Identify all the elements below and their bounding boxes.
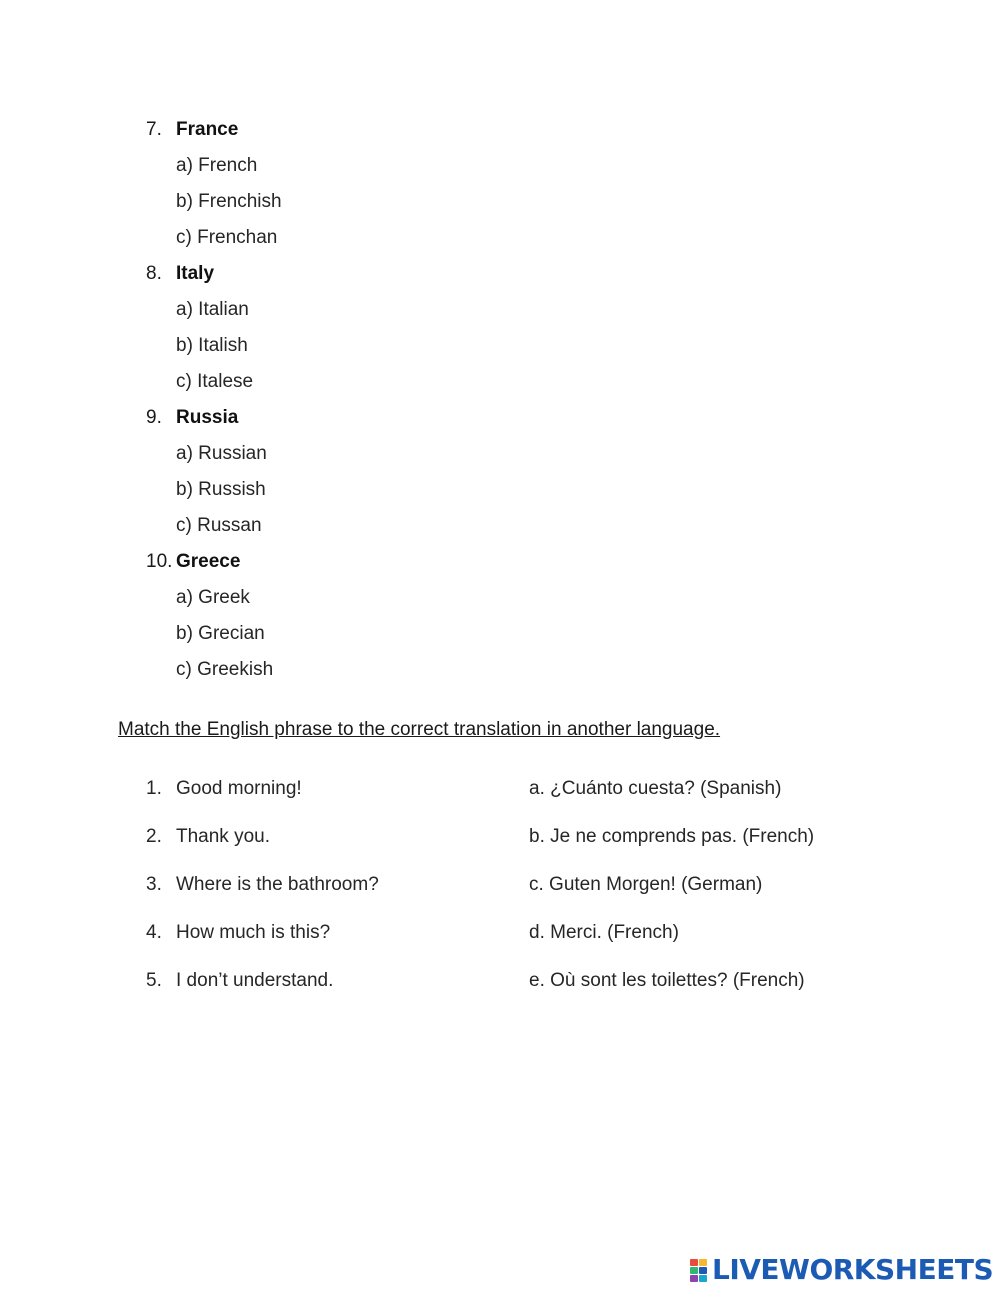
option-8b[interactable]: b) Italish (176, 335, 248, 356)
option-7b[interactable]: b) Frenchish (176, 191, 282, 212)
logo-blocks-icon (690, 1259, 708, 1283)
phrase-number: 4. (146, 922, 162, 943)
phrase-number: 3. (146, 874, 162, 895)
option-7a[interactable]: a) French (176, 155, 258, 176)
translation-a[interactable]: a. ¿Cuánto cuesta? (Spanish) (529, 778, 782, 799)
option-10b[interactable]: b) Grecian (176, 623, 265, 644)
question-country: France (176, 119, 239, 140)
option-9a[interactable]: a) Russian (176, 443, 267, 464)
question-country: Italy (176, 263, 215, 284)
question-number: 7. (146, 119, 162, 140)
option-10c[interactable]: c) Greekish (176, 659, 274, 680)
question-number: 8. (146, 263, 162, 284)
phrase-number: 1. (146, 778, 162, 799)
question-country: Greece (176, 551, 241, 572)
phrase-4[interactable]: How much is this? (176, 922, 331, 943)
option-10a[interactable]: a) Greek (176, 587, 250, 608)
option-7c[interactable]: c) Frenchan (176, 227, 278, 248)
question-number: 10. (146, 551, 173, 572)
translation-b[interactable]: b. Je ne comprends pas. (French) (529, 826, 815, 847)
phrase-number: 2. (146, 826, 162, 847)
phrase-number: 5. (146, 970, 162, 991)
phrase-3[interactable]: Where is the bathroom? (176, 874, 379, 895)
option-8c[interactable]: c) Italese (176, 371, 254, 392)
liveworksheets-logo (690, 1253, 994, 1287)
translation-c[interactable]: c. Guten Morgen! (German) (529, 874, 763, 895)
logo-text: LIVEWORKSHEETS (712, 1253, 994, 1286)
phrase-5[interactable]: I don’t understand. (176, 970, 334, 991)
question-country: Russia (176, 407, 239, 428)
question-number: 9. (146, 407, 162, 428)
translation-e[interactable]: e. Où sont les toilettes? (French) (529, 970, 805, 991)
phrase-2[interactable]: Thank you. (176, 826, 270, 847)
translation-d[interactable]: d. Merci. (French) (529, 922, 679, 943)
phrase-1[interactable]: Good morning! (176, 778, 302, 799)
option-9b[interactable]: b) Russish (176, 479, 266, 500)
matching-instruction: Match the English phrase to the correct translation in another language. (118, 719, 721, 740)
option-9c[interactable]: c) Russan (176, 515, 262, 536)
option-8a[interactable]: a) Italian (176, 299, 249, 320)
